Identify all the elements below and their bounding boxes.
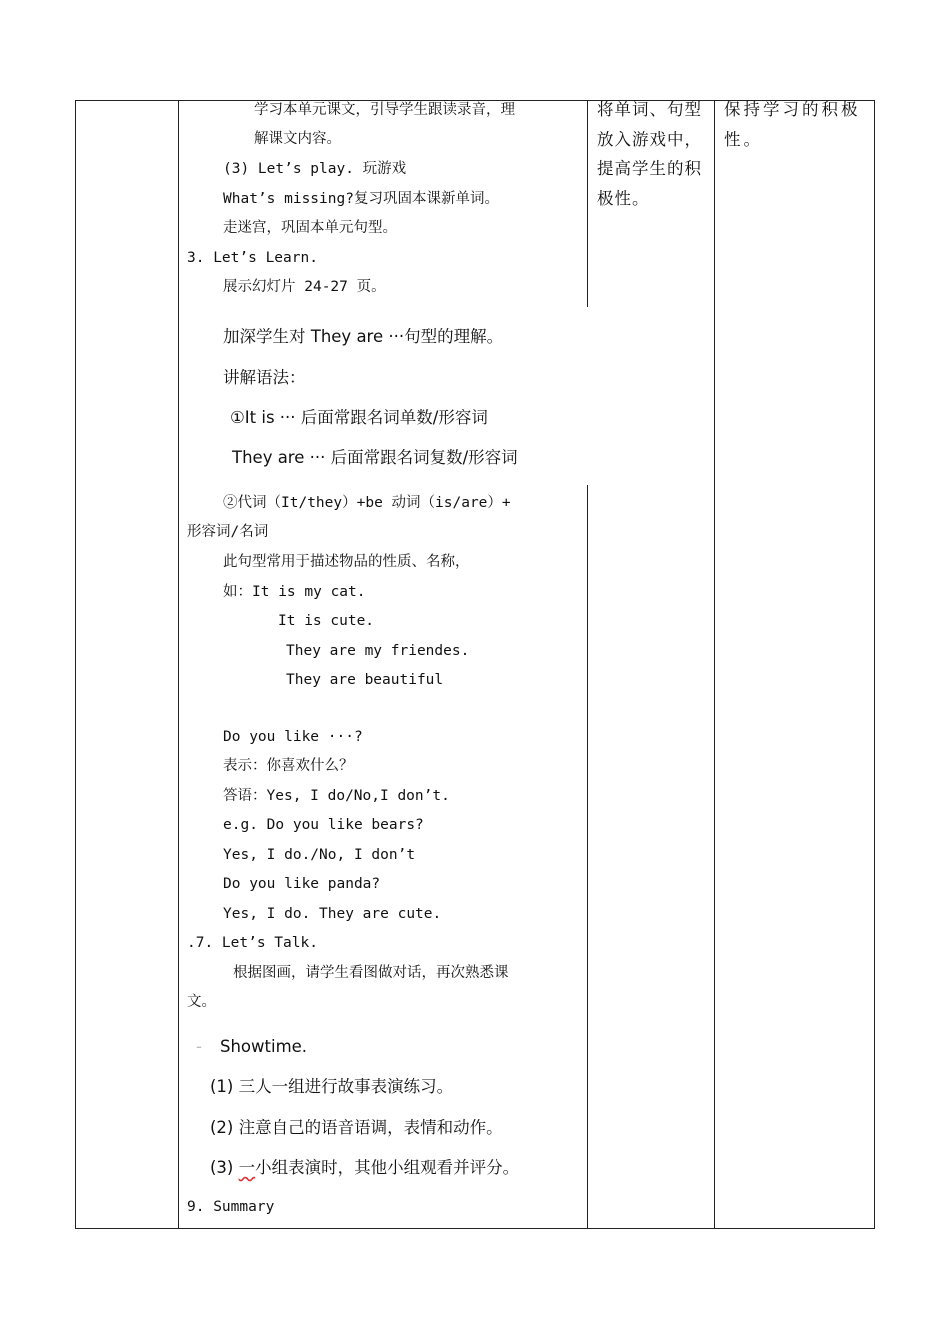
process-text: Do you like ···?	[223, 729, 363, 745]
process-text: 表示：你喜欢什么？	[223, 758, 354, 774]
process-text: 走迷宫，巩固本单元句型。	[223, 220, 397, 236]
grammar-note: 加深学生对 They are ···句型的理解。	[223, 327, 504, 346]
process-text: ②代词（It/they）+be 动词（is/are）+	[223, 495, 511, 511]
example-sentence: They are beautiful	[286, 672, 444, 688]
lesson-table	[75, 100, 875, 1229]
example-sentence: Yes, I do. They are cute.	[223, 906, 442, 922]
example-sentence: e.g. Do you like bears?	[223, 817, 424, 833]
showtime-title: Showtime.	[220, 1037, 308, 1056]
example-sentence: Yes, I do./No, I don’t	[223, 847, 416, 863]
column-divider	[178, 101, 179, 1228]
process-text: 根据图画，请学生看图做对话，再次熟悉课	[233, 965, 509, 981]
design-intent-text: 将单词、句型 放入游戏中， 提高学生的积 极性。	[597, 100, 702, 208]
process-text: 3. Let’s Learn.	[187, 250, 318, 266]
effect-text: 保持学习的积极 性。	[724, 100, 861, 149]
example-sentence: Do you like panda?	[223, 876, 381, 892]
showtime-item: (2) 注意自己的语音语调，表情和动作。	[210, 1118, 503, 1137]
showtime-item: (3) 一小组表演时，其他小组观看并评分。	[210, 1158, 520, 1177]
process-text: 此句型常用于描述物品的性质、名称，	[223, 554, 470, 570]
grammar-rule: They are ··· 后面常跟名词复数/形容词	[232, 448, 518, 467]
process-text: What’s missing?复习巩固本课新单词。	[223, 191, 499, 207]
grammar-rule: ①It is ··· 后面常跟名词单数/形容词	[230, 408, 488, 427]
column-divider	[714, 101, 715, 1228]
process-text: 形容词/名词	[187, 524, 269, 540]
column-divider	[587, 101, 588, 307]
process-text: .7. Let’s Talk.	[187, 935, 318, 951]
process-text: 解课文内容。	[254, 131, 341, 147]
example-sentence: 如：It is my cat.	[223, 584, 366, 600]
grammar-heading: 讲解语法：	[223, 368, 306, 387]
dash-mark: -	[196, 1037, 202, 1056]
example-sentence: It is cute.	[278, 613, 375, 629]
process-text: (3) Let’s play. 玩游戏	[223, 161, 407, 177]
summary-text: 9. Summary	[187, 1199, 275, 1215]
example-sentence: They are my friendes.	[286, 643, 470, 659]
process-text: 文。	[187, 994, 216, 1010]
process-text: 展示幻灯片 24-27 页。	[223, 279, 386, 295]
showtime-item: (1) 三人一组进行故事表演练习。	[210, 1077, 454, 1096]
process-text: 答语：Yes, I do/No,I don’t.	[223, 788, 450, 804]
column-divider	[587, 485, 588, 1228]
process-text: 学习本单元课文，引导学生跟读录音，理	[254, 102, 515, 118]
